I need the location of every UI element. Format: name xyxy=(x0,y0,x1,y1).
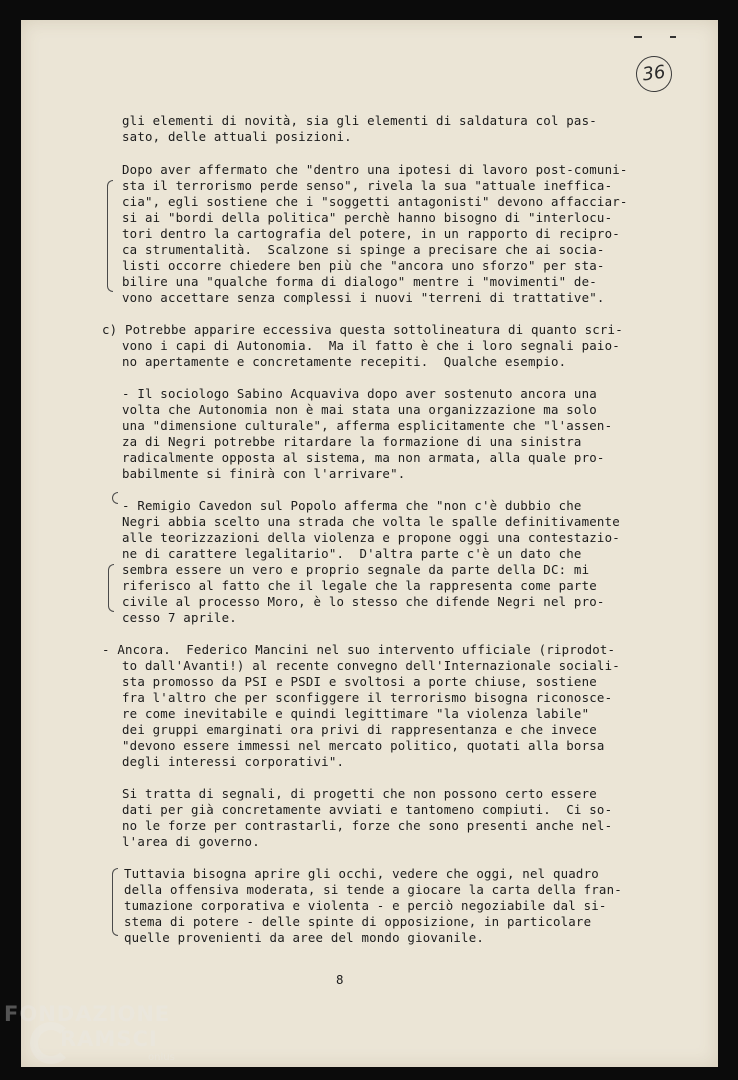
text-line: no apertamente e concretamente recepiti. Qualche esempio. xyxy=(122,354,567,369)
text-line: cesso 7 aprile. xyxy=(122,610,237,625)
text-line: degli interessi corporativi". xyxy=(122,754,345,769)
archive-number: 36 xyxy=(634,54,675,95)
margin-bracket xyxy=(107,180,113,292)
text-line: babilmente si finirà con l'arrivare". xyxy=(122,466,406,481)
text-line: dei gruppi emarginati ora privi di rappresentanza e che invece xyxy=(122,722,597,737)
text-line: l'area di governo. xyxy=(122,834,260,849)
margin-bracket xyxy=(108,564,114,612)
text-line: sta promosso da PSI e PSDI e svoltosi a porte chiuse, sostiene xyxy=(122,674,597,689)
watermark-logo-text: RAMSCI xyxy=(60,1027,158,1051)
text-line: volta che Autonomia non è mai stata una organizzazione ma solo xyxy=(122,402,597,417)
text-line: si ai "bordi della politica" perchè hanno bisogno di "interlocu- xyxy=(122,210,613,225)
text-line: ca strumentalità. Scalzone si spinge a precisare che ai socia- xyxy=(122,242,605,257)
text-line: sato, delle attuali posizioni. xyxy=(122,129,352,144)
watermark-logo-text: FONDAZIONE xyxy=(4,1002,171,1026)
text-line: radicalmente opposta al sistema, ma non armata, alla quale pro- xyxy=(122,450,605,465)
text-line: - Remigio Cavedon sul Popolo afferma che "non c'è dubbio che xyxy=(122,498,582,513)
text-line: dati per già concretamente avviati e tantomeno compiuti. Ci so- xyxy=(122,802,613,817)
text-line: vono i capi di Autonomia. Ma il fatto è che i loro segnali paio- xyxy=(122,338,620,353)
text-line: to dall'Avanti!) al recente convegno dell'Internazionale sociali- xyxy=(122,658,620,673)
text-line: vono accettare senza complessi i nuovi "terreni di trattative". xyxy=(122,290,605,305)
text-line: - Il sociologo Sabino Acquaviva dopo aver sostenuto ancora una xyxy=(122,386,597,401)
text-line: civile al processo Moro, è lo stesso che difende Negri nel pro- xyxy=(122,594,605,609)
text-line: alle teorizzazioni della violenza e propone oggi una contestazio- xyxy=(122,530,620,545)
watermark-suffix: onlus xyxy=(148,1052,175,1063)
text-line: cia", egli sostiene che i "soggetti antagonisti" devono affacciar- xyxy=(122,194,628,209)
text-line: - Ancora. Federico Mancini nel suo intervento ufficiale (riprodot- xyxy=(102,642,616,657)
text-line: c) Potrebbe apparire eccessiva questa sottolineatura di quanto scri- xyxy=(102,322,623,337)
text-line: riferisco al fatto che il legale che la rappresenta come parte xyxy=(122,578,597,593)
page-number: 8 xyxy=(336,972,344,987)
text-line: Tuttavia bisogna aprire gli occhi, vedere che oggi, nel quadro xyxy=(124,866,599,881)
text-line: ne di carattere legalitario". D'altra parte c'è un dato che xyxy=(122,546,582,561)
text-line: gli elementi di novità, sia gli elementi di saldatura col pas- xyxy=(122,113,597,128)
text-line: tumazione corporativa e violenta - e perciò negoziabile dal si- xyxy=(124,898,607,913)
margin-bracket xyxy=(112,492,118,504)
text-line: Si tratta di segnali, di progetti che non possono certo essere xyxy=(122,786,597,801)
text-line: no le forze per contrastarli, forze che sono presenti anche nel- xyxy=(122,818,613,833)
margin-bracket xyxy=(112,868,118,936)
text-line: "devono essere immessi nel mercato politico, quotati alla borsa xyxy=(122,738,605,753)
text-line: sta il terrorismo perde senso", rivela la sua "attuale ineffica- xyxy=(122,178,613,193)
text-line: re come inevitabile e quindi legittimare "la violenza labile" xyxy=(122,706,590,721)
text-line: bilire una "qualche forma di dialogo" mentre i "movimenti" de- xyxy=(122,274,597,289)
text-line: quelle provenienti da aree del mondo giovanile. xyxy=(124,930,485,945)
text-line: tori dentro la cartografia del potere, in un rapporto di recipro- xyxy=(122,226,620,241)
text-line: una "dimensione culturale", afferma esplicitamente che "l'assen- xyxy=(122,418,613,433)
text-line: Dopo aver affermato che "dentro una ipotesi di lavoro post-comuni- xyxy=(122,162,628,177)
corner-pencil-mark xyxy=(634,36,678,39)
text-line: stema di potere - delle spinte di opposizione, in particolare xyxy=(124,914,592,929)
text-line: sembra essere un vero e proprio segnale da parte della DC: mi xyxy=(122,562,590,577)
text-line: listi occorre chiedere ben più che "ancora uno sforzo" per sta- xyxy=(122,258,605,273)
text-line: fra l'altro che per sconfiggere il terrorismo bisogna riconosce- xyxy=(122,690,613,705)
text-line: Negri abbia scelto una strada che volta le spalle definitivamente xyxy=(122,514,620,529)
text-line: za di Negri potrebbe ritardare la formazione di una sinistra xyxy=(122,434,582,449)
text-line: della offensiva moderata, si tende a giocare la carta della fran- xyxy=(124,882,622,897)
